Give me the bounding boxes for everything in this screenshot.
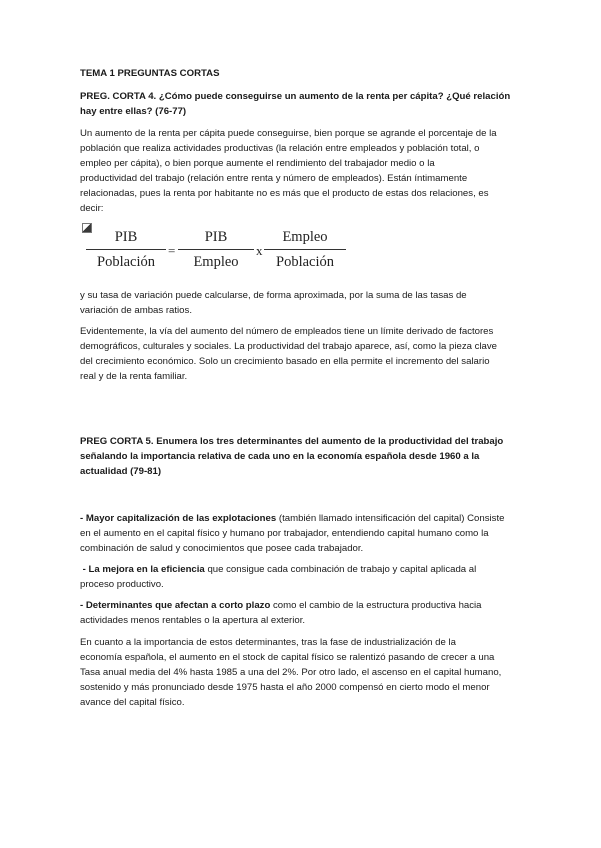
q5-paragraph — [80, 635, 520, 710]
formula — [82, 223, 382, 283]
q5-item3-first-line — [80, 598, 520, 613]
fraction-numerator: Empleo — [282, 229, 328, 245]
q5-para-line: sostenido y más pronunciado desde 1975 hasta el año 2000 compensó en cierto modo el menor — [80, 682, 490, 693]
q5-para-line: avance del capital físico. — [80, 697, 185, 708]
fraction-numerator: PIB — [114, 229, 138, 245]
q5-item-3 — [80, 598, 520, 628]
q5-item3-bold: - Determinantes que afectan a corto plazo — [80, 600, 271, 611]
q5-para-line: Tasa anual media del 4% hasta 1985 a una del 2%. Por otro lado, el ascenso en el capital humano, — [80, 667, 502, 678]
q4-p3-line: demográficos, culturales y sociales. La productividad del trabajo aparece, así, como la pieza clave — [80, 341, 498, 352]
fraction-denominator: Población — [276, 254, 334, 270]
fraction-denominator: Población — [97, 254, 155, 270]
q5-item2-first-line — [80, 562, 520, 577]
q5-item3-text: como el cambio de la estructura productiva hacia — [270, 600, 482, 611]
times-sign: x — [256, 243, 263, 258]
q5-item-2 — [80, 562, 520, 592]
q4-heading-line: PREG. CORTA 4. ¿Cómo puede conseguirse un aumento de la renta per cápita? ¿Qué relación — [80, 91, 511, 102]
fraction-right — [264, 227, 346, 272]
q4-p1-line: productividad del trabajo (relación entre renta y número de empleados). Están íntimamente — [80, 173, 468, 184]
q4-paragraph-2 — [80, 288, 520, 318]
fraction-bar — [178, 249, 254, 250]
q4-paragraph-1 — [80, 126, 520, 216]
fraction-bar — [264, 249, 346, 250]
q5-heading-line: actualidad (79-81) — [80, 466, 162, 477]
q4-p2-line: variación de ambas ratios. — [80, 305, 192, 316]
q4-p2-line: y su tasa de variación puede calcularse, de forma aproximada, por la suma de las tasas de — [80, 290, 467, 301]
q5-item1-text: (también llamado intensificación del capital) Consiste — [276, 513, 505, 524]
q4-p3-line: real y de la renta familiar. — [80, 371, 188, 382]
fraction-numerator: PIB — [204, 229, 228, 245]
q5-item1-first-line — [80, 511, 520, 526]
fraction-bar — [86, 249, 166, 250]
q4-p1-line: relacionadas, pues la renta por habitante no es más que el producto de estas dos relaciones, es — [80, 188, 489, 199]
q4-heading-line: hay entre ellas? (76-77) — [80, 106, 187, 117]
q4-heading — [80, 89, 520, 119]
q5-item2-text: que consigue cada combinación de trabajo y capital aplicada al — [204, 564, 477, 575]
q5-item1-line: combinación de salud y conocimientos que posee cada trabajador. — [80, 543, 364, 554]
q5-item-1 — [80, 511, 520, 556]
q4-p3-line: Evidentemente, la vía del aumento del número de empleados tiene un límite derivado de factores — [80, 326, 494, 337]
q4-p1-line: empleo per cápita), o bien porque aumente el rendimiento del trabajador medio o la — [80, 158, 435, 169]
q4-p1-line: población que realiza actividades productivas (la relación entre empleados y población total, o — [80, 143, 480, 154]
page-title: TEMA 1 PREGUNTAS CORTAS — [80, 68, 220, 79]
fraction-middle — [178, 227, 254, 272]
q5-item1-line: en el aumento en el capital físico y humano por trabajador, entendiendo capital humano como la — [80, 528, 489, 539]
q5-item1-bold: - Mayor capitalización de las explotaciones — [80, 513, 277, 524]
q4-paragraph-3 — [80, 324, 520, 384]
fraction-left — [86, 227, 166, 272]
q5-heading-line: señalando la importancia relativa de cada uno en la economía española desde 1960 a la — [80, 451, 480, 462]
q4-p3-line: del crecimiento económico. Solo un crecimiento basado en ella permite el incremento del salario — [80, 356, 490, 367]
q5-item2-line: proceso productivo. — [80, 579, 164, 590]
q5-heading — [80, 434, 520, 479]
q5-para-line: economía española, el aumento en el stock de capital físico se ralentizó pasando de crecer a una — [80, 652, 495, 663]
q4-p1-line: Un aumento de la renta per cápita puede conseguirse, bien porque se agrande el porcentaje de la — [80, 128, 497, 139]
q5-item2-bold: - La mejora en la eficiencia — [80, 564, 205, 575]
fraction-denominator: Empleo — [193, 254, 239, 270]
q5-item3-line: actividades menos rentables o la apertura al exterior. — [80, 615, 306, 626]
q4-p1-line: decir: — [80, 203, 104, 214]
q5-heading-line: PREG CORTA 5. Enumera los tres determinantes del aumento de la productividad del trabajo — [80, 436, 504, 447]
equals-sign: = — [168, 243, 176, 258]
q5-para-line: En cuanto a la importancia de estos determinantes, tras la fase de industrialización de la — [80, 637, 456, 648]
